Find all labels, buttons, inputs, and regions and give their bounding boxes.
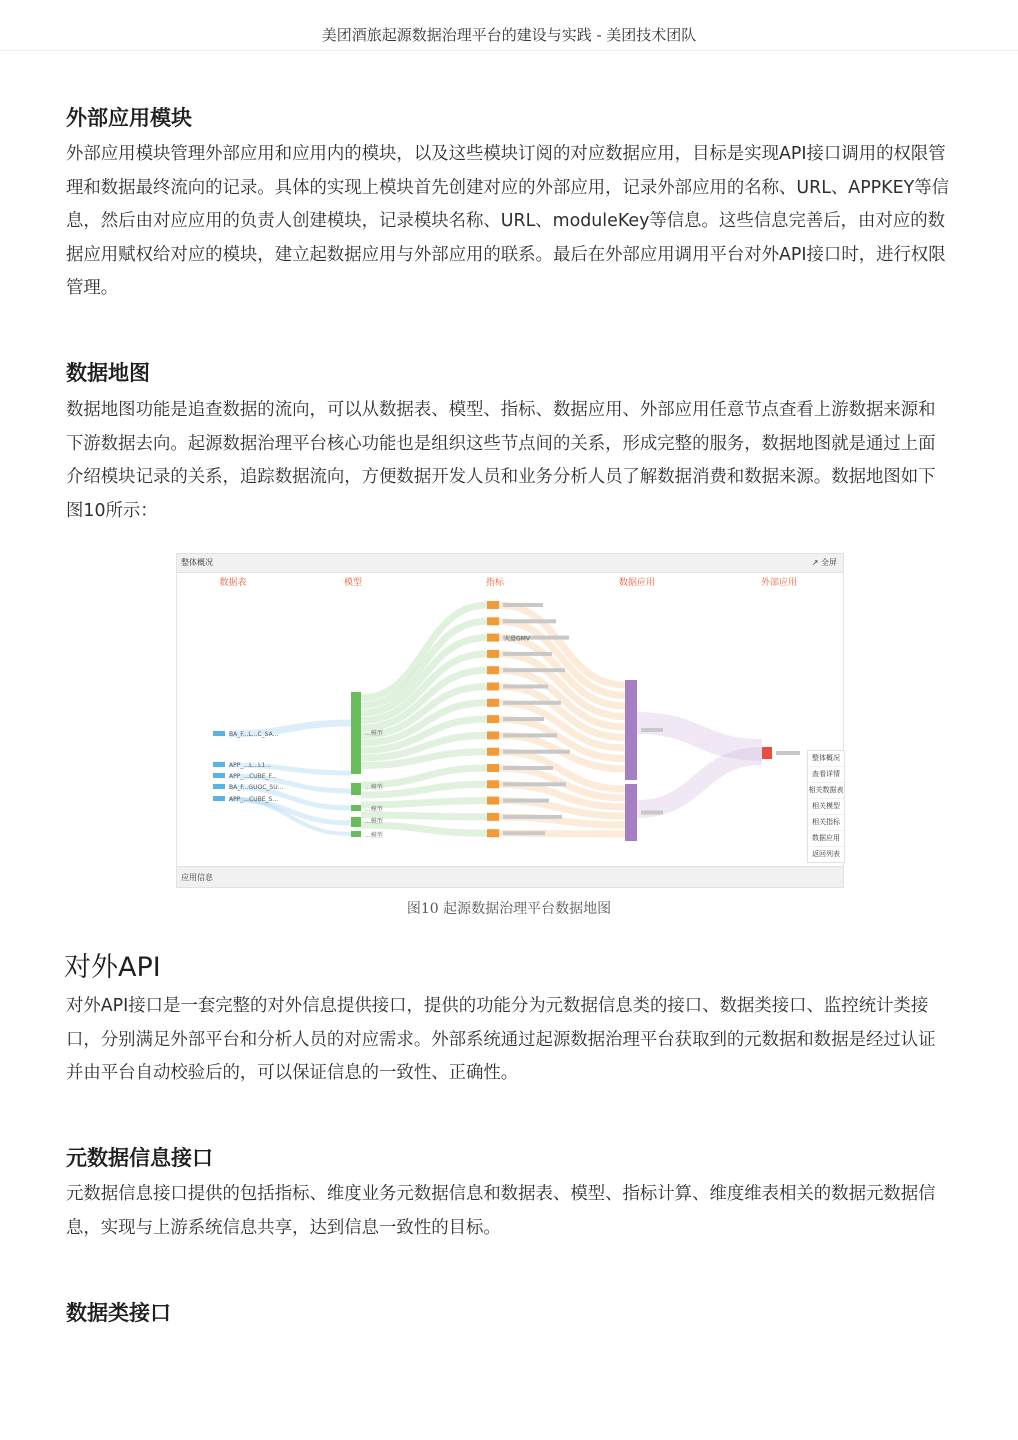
model-node[interactable] — [351, 831, 361, 837]
metric-node-label-blur — [503, 717, 544, 721]
heading-external-app: 外部应用模块 — [66, 106, 192, 130]
table-node-label: APP_...L...L1... — [229, 762, 272, 769]
table-node-label: BA_F...L...C_SA... — [229, 731, 279, 738]
table-node[interactable] — [213, 784, 225, 789]
model-node-label: ...模型 — [365, 818, 383, 825]
metric-node[interactable] — [487, 797, 499, 805]
heading-external-api: 对外API — [64, 952, 161, 983]
model-node-label: ...模型 — [365, 806, 383, 813]
running-header: 美团酒旅起源数据治理平台的建设与实践 - 美团技术团队 — [321, 26, 697, 44]
link-app-external — [637, 723, 762, 750]
app-info-label: 应用信息 — [181, 873, 213, 882]
heading-metadata-api: 元数据信息接口 — [66, 1146, 213, 1170]
menu-item-back-to-list[interactable]: 返回列表 — [812, 850, 840, 858]
data-map-figure — [176, 553, 844, 888]
metric-node-label-blur — [503, 685, 548, 689]
metric-node-label-blur — [503, 782, 566, 786]
figure-caption: 图10 起源数据治理平台数据地图 — [406, 901, 612, 917]
link-table-model — [229, 799, 351, 834]
link-model-metric — [361, 815, 487, 817]
model-node-label: ...模型 — [365, 730, 383, 737]
column-header: 数据应用 — [618, 578, 656, 588]
menu-item-overview[interactable]: 整体概况 — [808, 751, 844, 767]
menu-item-data-apps[interactable]: 数据应用 — [808, 831, 844, 847]
paragraph-data-map: 数据地图功能是追查数据的流向，可以从数据表、模型、指标、数据应用、外部应用任意节点查看上游数据来源和下游数据去向。起源数据治理平台核心功能也是组织这些节点间的关系，形成完整的服务，数据地图就是通过上面介绍模块记录的关系，追踪数据流向，方便数据开发人员和业务分析人员了解数据消费和数据来源。数据地图如下图10所示： — [66, 400, 936, 521]
metric-node[interactable] — [487, 666, 499, 674]
metric-node[interactable] — [487, 715, 499, 723]
column-header: 模型 — [343, 578, 363, 588]
table-node[interactable] — [213, 796, 225, 801]
metric-node-label-blur — [503, 766, 553, 770]
link-model-metric — [361, 801, 487, 805]
model-node[interactable] — [351, 692, 361, 774]
figure-topbar — [177, 554, 843, 573]
table-node[interactable] — [213, 762, 225, 767]
data-map-sankey — [177, 573, 843, 867]
heading-data-map: 数据地图 — [66, 361, 150, 385]
metric-node-label-blur — [503, 603, 543, 607]
metric-node[interactable] — [487, 764, 499, 772]
metric-node-label-blur — [503, 815, 562, 819]
model-node[interactable] — [351, 805, 361, 811]
data-app-label-blur — [641, 728, 663, 732]
node-context-menu — [807, 750, 845, 863]
metric-node[interactable] — [487, 683, 499, 691]
table-node[interactable] — [213, 731, 225, 736]
metric-node[interactable] — [487, 813, 499, 821]
metric-node[interactable] — [487, 731, 499, 739]
metric-node-label: 大盘GMV — [504, 635, 530, 643]
menu-item-details[interactable]: 查看详情 — [808, 767, 844, 783]
fullscreen-button[interactable]: ↗ 全屏 — [811, 558, 837, 567]
column-header: 指标 — [485, 578, 505, 588]
paragraph-external-api: 对外API接口是一套完整的对外信息提供接口，提供的功能分为元数据信息类的接口、数据类接口、监控统计类接口，分别满足外部平台和分析人员的对应需求。外部系统通过起源数据治理平台获取到的元数据和数据是经过认证并由平台自动校验后的，可以保证信息的一致性、正确性。 — [66, 996, 936, 1084]
model-node-label: ...模型 — [365, 832, 383, 839]
paragraph-external-app: 外部应用模块管理外部应用和应用内的模块，以及这些模块订阅的对应数据应用，目标是实现API接口调用的权限管理和数据最终流向的记录。具体的实现上模块首先创建对应的外部应用，记录外部应用的名称、URL、APPKEY等信息，然后由对应应用的负责人创建模块，记录模块名称、URL、moduleKey等信息。这些信息完善后，由对应的数据应用赋权给对应的模块，建立起数据应用与外部应用的联系。最后在外部应用调用平台对外API接口时，进行权限管理。 — [66, 144, 949, 299]
table-node[interactable] — [213, 773, 225, 778]
paragraph-metadata-api: 元数据信息接口提供的包括指标、维度业务元数据信息和数据表、模型、指标计算、维度维表相关的数据元数据信息，实现与上游系统信息共享，达到信息一致性的目标。 — [66, 1184, 936, 1238]
data-app-label-blur — [641, 811, 663, 815]
figure-bottombar — [177, 866, 843, 887]
metric-node[interactable] — [487, 748, 499, 756]
model-node[interactable] — [351, 817, 361, 827]
external-app-label-blur — [776, 751, 800, 755]
figure-title: 整体概况 — [181, 558, 213, 567]
menu-item-related-metrics[interactable]: 相关指标 — [808, 815, 844, 831]
metric-node-label-blur — [503, 831, 545, 835]
metric-node-label-blur — [503, 701, 561, 705]
column-headers — [219, 576, 797, 588]
metric-node-label-blur — [503, 668, 565, 672]
metric-node-label-blur — [503, 799, 549, 803]
metric-node-label-blur — [503, 652, 552, 656]
external-app-node[interactable] — [762, 747, 772, 759]
heading-data-api: 数据类接口 — [66, 1301, 171, 1325]
metric-node[interactable] — [487, 650, 499, 658]
table-node-label: APP_...CUBE_S... — [229, 796, 279, 803]
header-divider — [0, 50, 1018, 51]
metric-node[interactable] — [487, 601, 499, 609]
data-app-node[interactable] — [625, 680, 637, 780]
metric-node-label-blur — [503, 733, 557, 737]
metric-node[interactable] — [487, 617, 499, 625]
model-node-label: ...模型 — [365, 784, 383, 791]
metric-node-label-blur — [503, 619, 556, 623]
metric-node-label-blur — [503, 750, 570, 754]
metric-node[interactable] — [487, 699, 499, 707]
link-app-external — [637, 756, 762, 809]
table-node-label: BA_F...GUOC_SU... — [229, 784, 284, 791]
column-header: 外部应用 — [760, 578, 798, 588]
metric-node[interactable] — [487, 780, 499, 788]
sankey-nodes — [213, 601, 800, 841]
menu-item-related-models[interactable]: 相关模型 — [808, 799, 844, 815]
metric-node[interactable] — [487, 829, 499, 837]
metric-node[interactable] — [487, 634, 499, 642]
data-app-node[interactable] — [625, 784, 637, 841]
model-node[interactable] — [351, 783, 361, 795]
table-node-label: APP_...CUBE_F... — [229, 773, 277, 780]
column-header: 数据表 — [219, 578, 247, 588]
menu-item-related-tables[interactable]: 相关数据表 — [808, 783, 844, 799]
